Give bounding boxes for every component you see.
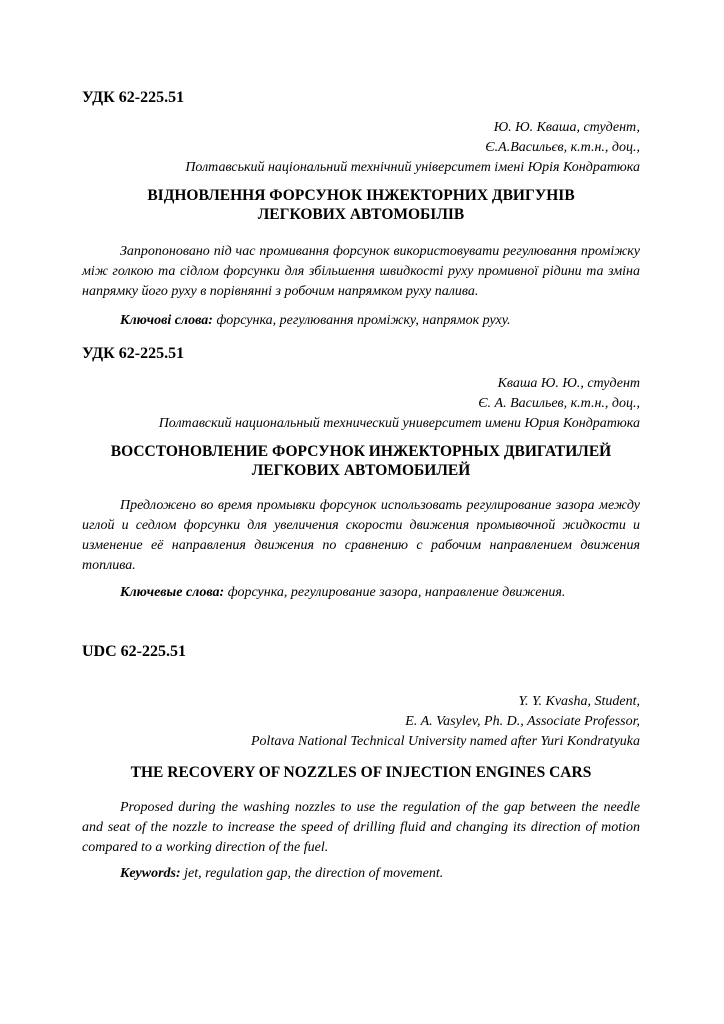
abstract: Proposed during the washing nozzles to use the regulation of the gap between the needle and seat of the nozzle to increase the speed of drilling fluid and changing its direction of motion compared to a working direction of the fuel. bbox=[82, 800, 640, 855]
keywords-line bbox=[82, 311, 640, 331]
author-line: Є. А. Васильев, к.т.н., доц., bbox=[478, 396, 640, 411]
author-line: Ю. Ю. Кваша, студент, bbox=[493, 120, 640, 135]
keywords-text: форсунка, регулирование зазора, направление движения. bbox=[224, 585, 566, 600]
authors-block bbox=[82, 692, 640, 752]
affiliation-line: Полтавський національний технічний університет імені Юрія Кондратюка bbox=[185, 160, 640, 175]
article-title: THE RECOVERY OF NOZZLES OF INJECTION ENGINES CARS bbox=[130, 764, 592, 781]
udc-code: UDC 62-225.51 bbox=[82, 643, 186, 660]
section-english bbox=[82, 642, 640, 662]
author-line: Є.А.Васильєв, к.т.н., доц., bbox=[485, 140, 640, 155]
affiliation-line: Poltava National Technical University named after Yuri Kondratyuka bbox=[251, 734, 640, 749]
keywords-label: Ключевые слова: bbox=[120, 585, 225, 600]
abstract: Предложено во время промывки форсунок использовать регулирование зазора между иглой и седлом форсунки для увеличения скорости движения промывочной жидкости и изменение её направления движения по сравнению с рабочим направлением движения топлива. bbox=[82, 498, 640, 573]
keywords-line bbox=[82, 583, 640, 603]
article-title: ВОССТОНОВЛЕНИЕ ФОРСУНОК ИНЖЕКТОРНЫХ ДВИГАТИЛЕЙ ЛЕГКОВИХ АВТОМОБИЛЕЙ bbox=[110, 443, 612, 479]
author-line: E. A. Vasylev, Ph. D., Associate Professor, bbox=[405, 714, 640, 729]
author-line: Кваша Ю. Ю., студент bbox=[497, 376, 640, 391]
keywords-text: форсунка, регулювання проміжку, напрямок руху. bbox=[212, 313, 511, 328]
udc-code: УДК 62-225.51 bbox=[82, 345, 185, 362]
section-russian bbox=[82, 344, 640, 364]
affiliation-line: Полтавский национальный технический университет имени Юрия Кондратюка bbox=[158, 416, 640, 431]
abstract: Запропоновано під час промивання форсунок використовувати регулювання проміжку між голкою та сідлом форсунки для збільшення швидкості руху промивної рідини та зміна напрямку його руху в порівнянні з робочим напрямком руху палива. bbox=[82, 244, 640, 299]
section-ukrainian bbox=[82, 88, 640, 108]
udc-code: УДК 62-225.51 bbox=[82, 89, 185, 106]
keywords-text: jet, regulation gap, the direction of movement. bbox=[180, 866, 444, 881]
authors-block bbox=[82, 118, 640, 178]
keywords-line bbox=[82, 864, 640, 884]
authors-block bbox=[82, 374, 640, 434]
keywords-label: Ключові слова: bbox=[120, 313, 213, 328]
author-line: Y. Y. Kvasha, Student, bbox=[518, 694, 640, 709]
article-title: ВІДНОВЛЕННЯ ФОРСУНОК ІНЖЕКТОРНИХ ДВИГУНІВ ЛЕГКОВИХ АВТОМОБІЛІВ bbox=[147, 187, 575, 223]
keywords-label: Keywords: bbox=[120, 866, 181, 881]
